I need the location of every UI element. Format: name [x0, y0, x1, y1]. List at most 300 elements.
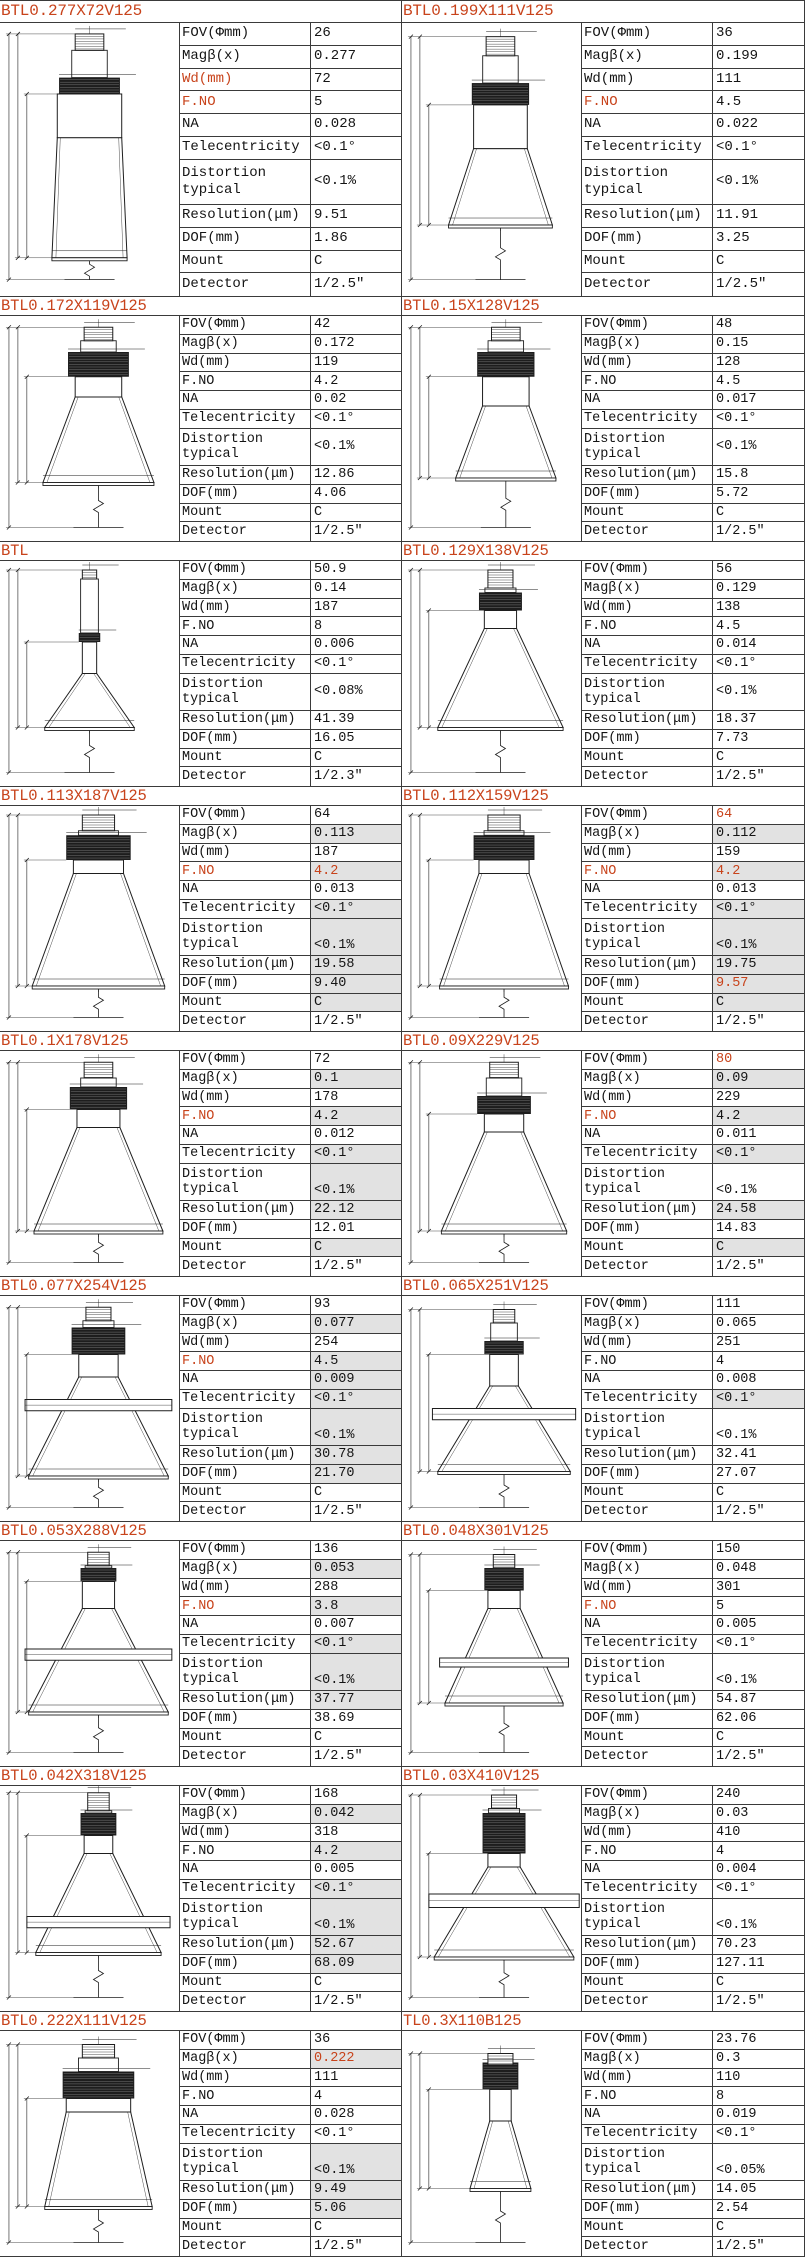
spec-value-mount: C	[311, 251, 401, 274]
spec-label-magnification: Magβ(x)	[180, 46, 311, 69]
spec-label-dof: DOF(mm)	[180, 228, 311, 251]
spec-label-na: NA	[180, 1126, 311, 1145]
spec-value-resolution: 70.23	[713, 1936, 804, 1955]
spec-label-telecentricity: Telecentricity	[180, 900, 311, 919]
spec-label-detector: Detector	[180, 273, 311, 296]
spec-value-fov: 42	[311, 316, 401, 335]
c-mount-thread	[88, 1552, 109, 1566]
spec-value-na: 0.011	[713, 1126, 804, 1145]
lens-block	[0, 1767, 402, 2012]
spec-value-detector: 1/2.5″	[314, 1994, 363, 2010]
lens-spec-body	[402, 1296, 804, 1521]
spec-table	[582, 1541, 804, 1766]
spec-label-fov: FOV(Φmm)	[582, 1296, 713, 1315]
lens-cone	[434, 1867, 574, 1957]
spec-table	[180, 1786, 401, 2011]
spec-label-f-number: F.NO	[582, 862, 713, 881]
spec-value-na: 0.008	[713, 1371, 804, 1390]
c-mount-thread	[82, 2045, 114, 2059]
spec-value-resolution: 32.41	[713, 1446, 804, 1465]
lens-cone	[438, 1386, 570, 1472]
spec-label-dof: DOF(mm)	[582, 1220, 713, 1239]
lens-block	[402, 1522, 805, 1767]
spec-label-na: NA	[582, 391, 713, 410]
spec-value-telecentricity: <0.1°	[713, 655, 804, 674]
spec-value-f-number: 8	[311, 617, 401, 636]
lens-spec-body	[0, 1051, 401, 1276]
spec-table	[180, 1051, 401, 1276]
spec-table	[582, 806, 804, 1031]
spec-table	[582, 2031, 804, 2256]
spec-label-fov: FOV(Φmm)	[180, 23, 311, 46]
mount-adapter	[81, 579, 99, 633]
spec-value-mount: C	[311, 1974, 401, 1993]
spec-label-detector: Detector	[180, 1747, 311, 1766]
lens-outline-drawing	[402, 23, 582, 296]
spec-label-magnification: Magβ(x)	[180, 1805, 311, 1824]
spec-value-mount: C	[713, 994, 804, 1013]
spec-value-f-number: 4.5	[713, 91, 804, 114]
spec-label-na: NA	[180, 114, 311, 137]
lens-barrel	[488, 1854, 520, 1868]
spec-value-dof: 4.06	[311, 485, 401, 504]
spec-value-fov: 150	[713, 1541, 804, 1560]
front-lens-rim	[36, 1953, 161, 1956]
lens-outline-svg	[0, 1051, 179, 1276]
spec-value-magnification: 0.113	[311, 825, 401, 844]
spec-value-mount: C	[311, 994, 401, 1013]
spec-value-resolution: 18.37	[713, 711, 804, 730]
spec-label-f-number: F.NO	[582, 617, 713, 636]
spec-label-telecentricity: Telecentricity	[582, 137, 713, 160]
lens-outline-svg	[402, 561, 581, 786]
spec-label-f-number: F.NO	[180, 1107, 311, 1126]
spec-value-detector: 1/2.5″	[314, 1504, 363, 1520]
spec-label-fov: FOV(Φmm)	[180, 806, 311, 825]
spec-label-mount: Mount	[180, 1729, 311, 1748]
spec-value-detector: 1/2.5″	[314, 524, 363, 540]
spec-table	[180, 1541, 401, 1766]
spec-value-fov: 23.76	[713, 2031, 804, 2050]
spec-value-telecentricity: <0.1°	[311, 410, 401, 429]
spec-value-detector: 1/2.5″	[314, 1749, 363, 1765]
spec-value-detector: 1/2.5″	[314, 1014, 363, 1030]
lens-spec-body	[402, 23, 804, 296]
front-lens-rim	[434, 1957, 574, 1960]
spec-label-dof: DOF(mm)	[582, 228, 713, 251]
spec-value-distortion: <0.1%	[713, 1164, 804, 1202]
lens-model-title: BTL0.129X138V125	[402, 542, 804, 561]
spec-label-f-number: F.NO	[582, 2087, 713, 2106]
spec-table	[180, 316, 401, 541]
spec-value-fov: 64	[311, 806, 401, 825]
spec-value-mount: C	[713, 1974, 804, 1993]
spec-value-telecentricity: <0.1°	[713, 1390, 804, 1409]
lens-outline-drawing	[0, 1786, 180, 2011]
front-lens-rim	[445, 1703, 563, 1706]
spec-label-magnification: Magβ(x)	[180, 1070, 311, 1089]
spec-label-f-number: F.NO	[180, 617, 311, 636]
spec-label-mount: Mount	[180, 504, 311, 523]
spec-label-fov: FOV(Φmm)	[180, 1051, 311, 1070]
spec-value-working-distance: 187	[311, 844, 401, 863]
spec-label-distortion: Distortion typical	[582, 2144, 713, 2182]
spec-label-resolution: Resolution(μm)	[582, 711, 713, 730]
mount-adapter	[488, 1809, 519, 1814]
spec-label-working-distance: Wd(mm)	[582, 2069, 713, 2088]
mount-adapter	[486, 1078, 522, 1096]
working-distance-break	[85, 731, 95, 773]
spec-label-fov: FOV(Φmm)	[582, 2031, 713, 2050]
lens-outline-svg	[0, 561, 179, 786]
spec-value-mount: C	[713, 1729, 804, 1748]
spec-value-magnification: 0.15	[713, 335, 804, 354]
spec-label-detector: Detector	[180, 1502, 311, 1521]
spec-value-detector: 1/2.5″	[314, 276, 365, 293]
spec-value-distortion: <0.1%	[713, 1409, 804, 1447]
spec-value-dof: 16.05	[311, 730, 401, 749]
spec-value-magnification: 0.199	[713, 46, 804, 69]
spec-label-detector: Detector	[582, 1012, 713, 1031]
spec-value-resolution: 52.67	[311, 1936, 401, 1955]
spec-value-telecentricity: <0.1°	[311, 1635, 401, 1654]
lens-block	[0, 1277, 402, 1522]
lens-model-title: BTL0.03X410V125	[402, 1767, 804, 1786]
spec-label-fov: FOV(Φmm)	[180, 561, 311, 580]
spec-label-mount: Mount	[582, 1484, 713, 1503]
spec-label-magnification: Magβ(x)	[582, 825, 713, 844]
spec-label-f-number: F.NO	[180, 1352, 311, 1371]
spec-label-resolution: Resolution(μm)	[582, 956, 713, 975]
lens-outline-drawing	[402, 2031, 582, 2256]
spec-label-fov: FOV(Φmm)	[180, 1786, 311, 1805]
lens-barrel	[75, 377, 122, 397]
spec-value-distortion: <0.1%	[311, 429, 401, 467]
spec-label-f-number: F.NO	[180, 2087, 311, 2106]
spec-value-resolution: 22.12	[311, 1201, 401, 1220]
lens-outline-svg	[0, 806, 179, 1031]
spec-value-telecentricity: <0.1°	[311, 1145, 401, 1164]
spec-value-mount: C	[713, 1484, 804, 1503]
spec-value-distortion: <0.1%	[311, 1899, 401, 1937]
spec-value-f-number: 4	[311, 2087, 401, 2106]
spec-value-detector: 1/2.5″	[314, 2239, 363, 2255]
spec-value-na: 0.022	[713, 114, 804, 137]
spec-label-mount: Mount	[180, 749, 311, 768]
lens-cone	[440, 874, 569, 987]
spec-label-distortion: Distortion typical	[180, 919, 311, 957]
lens-cone	[441, 1132, 566, 1231]
spec-table	[180, 561, 401, 786]
spec-value-working-distance: 288	[311, 1579, 401, 1598]
spec-label-dof: DOF(mm)	[180, 1220, 311, 1239]
mount-adapter	[78, 831, 118, 836]
lens-block	[0, 1032, 402, 1277]
spec-value-telecentricity: <0.1°	[311, 655, 401, 674]
lens-outline-drawing	[0, 316, 180, 541]
front-lens-rim	[470, 2189, 531, 2192]
spec-label-resolution: Resolution(μm)	[582, 205, 713, 228]
spec-label-na: NA	[582, 1126, 713, 1145]
spec-value-working-distance: 178	[311, 1089, 401, 1108]
spec-table	[180, 1296, 401, 1521]
lens-model-title: BTL	[0, 542, 401, 561]
spec-label-telecentricity: Telecentricity	[180, 1635, 311, 1654]
lens-cone	[438, 629, 563, 728]
lens-outline-svg	[402, 1541, 581, 1766]
spec-value-detector: 1/2.5″	[716, 1014, 765, 1030]
spec-table	[582, 1296, 804, 1521]
spec-value-na: 0.017	[713, 391, 804, 410]
lens-block	[402, 1277, 805, 1522]
lens-outline-drawing	[402, 1296, 582, 1521]
spec-label-working-distance: Wd(mm)	[582, 1334, 713, 1353]
spec-value-working-distance: 119	[311, 354, 401, 373]
lens-cone	[445, 1609, 563, 1704]
spec-label-working-distance: Wd(mm)	[180, 1089, 311, 1108]
spec-label-na: NA	[180, 636, 311, 655]
spec-label-working-distance: Wd(mm)	[180, 1334, 311, 1353]
spec-label-resolution: Resolution(μm)	[180, 1691, 311, 1710]
spec-label-fov: FOV(Φmm)	[582, 806, 713, 825]
spec-label-working-distance: Wd(mm)	[582, 69, 713, 92]
mount-adapter	[483, 56, 519, 83]
spec-value-fov: 64	[713, 806, 804, 825]
spec-value-fov: 80	[713, 1051, 804, 1070]
spec-label-fov: FOV(Φmm)	[180, 1541, 311, 1560]
spec-table	[582, 23, 804, 296]
lens-outline-drawing	[402, 316, 582, 541]
lens-outline-drawing	[402, 806, 582, 1031]
lens-spec-body	[402, 316, 804, 541]
spec-value-na: 0.006	[311, 636, 401, 655]
spec-label-telecentricity: Telecentricity	[180, 655, 311, 674]
spec-label-dof: DOF(mm)	[582, 485, 713, 504]
lens-block	[402, 1, 805, 297]
spec-label-mount: Mount	[582, 1974, 713, 1993]
spec-label-resolution: Resolution(μm)	[180, 1936, 311, 1955]
spec-label-distortion: Distortion typical	[180, 1164, 311, 1202]
front-lens-rim	[440, 986, 569, 989]
spec-label-dof: DOF(mm)	[582, 1955, 713, 1974]
spec-value-dof: 21.70	[311, 1465, 401, 1484]
front-lens-rim	[45, 728, 135, 731]
spec-value-magnification: 0.077	[311, 1315, 401, 1334]
front-lens-rim	[32, 986, 164, 989]
lens-spec-body	[0, 561, 401, 786]
spec-label-distortion: Distortion typical	[180, 674, 311, 712]
lens-outline-drawing	[0, 2031, 180, 2256]
lens-cone	[470, 2121, 531, 2189]
c-mount-thread	[493, 1555, 514, 1569]
spec-label-fov: FOV(Φmm)	[582, 1051, 713, 1070]
lens-model-title: BTL0.053X288V125	[0, 1522, 401, 1541]
spec-label-resolution: Resolution(μm)	[582, 2181, 713, 2200]
spec-label-distortion: Distortion typical	[582, 160, 713, 206]
working-distance-break	[85, 261, 95, 280]
spec-value-dof: 62.06	[713, 1710, 804, 1729]
front-lens-rim	[43, 483, 154, 486]
spec-value-fov: 26	[311, 23, 401, 46]
working-distance-break	[93, 989, 103, 1018]
spec-value-magnification: 0.048	[713, 1560, 804, 1579]
spec-value-working-distance: 318	[311, 1824, 401, 1843]
working-distance-break	[495, 731, 505, 773]
spec-label-dof: DOF(mm)	[582, 1710, 713, 1729]
spec-label-detector: Detector	[582, 1747, 713, 1766]
spec-label-magnification: Magβ(x)	[180, 1315, 311, 1334]
lens-barrel	[483, 377, 530, 406]
spec-table	[582, 316, 804, 541]
lens-model-title: BTL0.277X72V125	[0, 1, 401, 23]
lens-outline-svg	[0, 2031, 179, 2256]
mount-adapter	[81, 1078, 117, 1087]
spec-value-distortion: <0.1%	[311, 1164, 401, 1202]
front-lens-rim	[456, 478, 556, 481]
lens-barrel	[479, 860, 529, 874]
spec-label-telecentricity: Telecentricity	[180, 137, 311, 160]
lens-cone	[34, 1128, 163, 1232]
spec-value-f-number: 4.2	[713, 1107, 804, 1126]
spec-value-magnification: 0.222	[311, 2050, 401, 2069]
lens-outline-drawing	[402, 561, 582, 786]
spec-label-mount: Mount	[582, 504, 713, 523]
lens-spec-body	[0, 1786, 401, 2011]
lens-cone	[43, 397, 154, 483]
spec-value-fov: 240	[713, 1786, 804, 1805]
spec-label-dof: DOF(mm)	[180, 730, 311, 749]
spec-label-dof: DOF(mm)	[582, 2200, 713, 2219]
spec-value-distortion: <0.1%	[713, 1899, 804, 1937]
spec-label-working-distance: Wd(mm)	[582, 1824, 713, 1843]
front-lens-rim	[34, 1231, 163, 1234]
lens-spec-body	[0, 316, 401, 541]
lens-block	[402, 542, 805, 787]
spec-label-mount: Mount	[180, 994, 311, 1013]
spec-label-telecentricity: Telecentricity	[180, 1145, 311, 1164]
spec-label-fov: FOV(Φmm)	[582, 1786, 713, 1805]
spec-value-telecentricity: <0.1°	[311, 900, 401, 919]
spec-value-telecentricity: <0.1°	[311, 137, 401, 160]
front-lens-rim	[441, 1231, 566, 1234]
spec-label-magnification: Magβ(x)	[582, 1560, 713, 1579]
spec-value-mount: C	[713, 749, 804, 768]
lens-outline-drawing	[0, 23, 180, 296]
mount-adapter	[81, 341, 117, 352]
spec-label-resolution: Resolution(μm)	[582, 466, 713, 485]
spec-value-fov: 72	[311, 1051, 401, 1070]
spec-value-telecentricity: <0.1°	[713, 410, 804, 429]
lens-cone	[32, 874, 164, 987]
spec-value-f-number: 4	[713, 1352, 804, 1371]
lens-spec-body	[402, 1051, 804, 1276]
spec-label-f-number: F.NO	[180, 862, 311, 881]
spec-value-telecentricity: <0.1°	[713, 1635, 804, 1654]
spec-value-resolution: 9.51	[311, 205, 401, 228]
spec-value-na: 0.004	[713, 1861, 804, 1880]
lens-outline-svg	[0, 23, 179, 296]
front-lens-rim	[29, 1712, 169, 1715]
spec-value-distortion: <0.1%	[311, 160, 401, 206]
spec-label-f-number: F.NO	[582, 1842, 713, 1861]
spec-label-f-number: F.NO	[582, 1352, 713, 1371]
spec-value-dof: 9.57	[713, 975, 804, 994]
spec-label-dof: DOF(mm)	[180, 1710, 311, 1729]
knurled-ring	[477, 1096, 531, 1114]
spec-label-na: NA	[582, 2106, 713, 2125]
spec-value-f-number: 4.2	[311, 1107, 401, 1126]
spec-value-na: 0.019	[713, 2106, 804, 2125]
lens-spec-body	[0, 806, 401, 1031]
lens-barrel	[77, 1110, 120, 1128]
lens-model-title: BTL0.1X178V125	[0, 1032, 401, 1051]
spec-value-resolution: 19.75	[713, 956, 804, 975]
lens-outline-drawing	[0, 1296, 180, 1521]
spec-label-working-distance: Wd(mm)	[582, 354, 713, 373]
spec-value-magnification: 0.065	[713, 1315, 804, 1334]
working-distance-break	[495, 228, 505, 280]
lens-model-title: BTL0.15X128V125	[402, 297, 804, 316]
lens-spec-body	[402, 1786, 804, 2011]
spec-label-mount: Mount	[180, 1484, 311, 1503]
spec-value-dof: 68.09	[311, 1955, 401, 1974]
lens-barrel	[79, 1355, 118, 1378]
spec-value-fov: 36	[713, 23, 804, 46]
spec-label-distortion: Distortion typical	[582, 674, 713, 712]
spec-value-dof: 27.07	[713, 1465, 804, 1484]
mount-adapter	[72, 50, 108, 77]
spec-value-dof: 127.11	[713, 1955, 804, 1974]
c-mount-thread	[493, 1310, 514, 1324]
spec-label-detector: Detector	[180, 522, 311, 541]
spec-label-magnification: Magβ(x)	[582, 46, 713, 69]
spec-table	[180, 23, 401, 296]
spec-label-distortion: Distortion typical	[180, 2144, 311, 2182]
spec-value-na: 0.013	[311, 881, 401, 900]
spec-table	[582, 561, 804, 786]
spec-value-distortion: <0.05%	[713, 2144, 804, 2182]
knurled-ring	[472, 83, 529, 105]
spec-value-detector: 1/2.5″	[716, 1994, 765, 2010]
spec-value-dof: 38.69	[311, 1710, 401, 1729]
spec-label-detector: Detector	[582, 1502, 713, 1521]
mount-adapter	[484, 831, 524, 836]
spec-label-fov: FOV(Φmm)	[582, 561, 713, 580]
spec-value-distortion: <0.1%	[713, 674, 804, 712]
spec-label-magnification: Magβ(x)	[582, 2050, 713, 2069]
spec-value-mount: C	[713, 251, 804, 274]
spec-value-dof: 1.86	[311, 228, 401, 251]
spec-value-working-distance: 229	[713, 1089, 804, 1108]
lens-model-title: BTL0.112X159V125	[402, 787, 804, 806]
lens-block	[0, 1, 402, 297]
spec-value-working-distance: 128	[713, 354, 804, 373]
spec-label-detector: Detector	[180, 1257, 311, 1276]
spec-label-working-distance: Wd(mm)	[180, 599, 311, 618]
mount-adapter	[488, 341, 524, 352]
lens-model-title: BTL0.172X119V125	[0, 297, 401, 316]
lens-spec-body	[0, 1541, 401, 1766]
spec-label-distortion: Distortion typical	[582, 1164, 713, 1202]
spec-value-fov: 36	[311, 2031, 401, 2050]
spec-value-working-distance: 138	[713, 599, 804, 618]
working-distance-break	[93, 1956, 103, 1998]
mount-adapter	[485, 588, 516, 593]
lens-spec-body	[402, 1541, 804, 1766]
lens-block	[0, 2012, 402, 2257]
spec-label-f-number: F.NO	[582, 1107, 713, 1126]
lens-outline-svg	[402, 806, 581, 1031]
